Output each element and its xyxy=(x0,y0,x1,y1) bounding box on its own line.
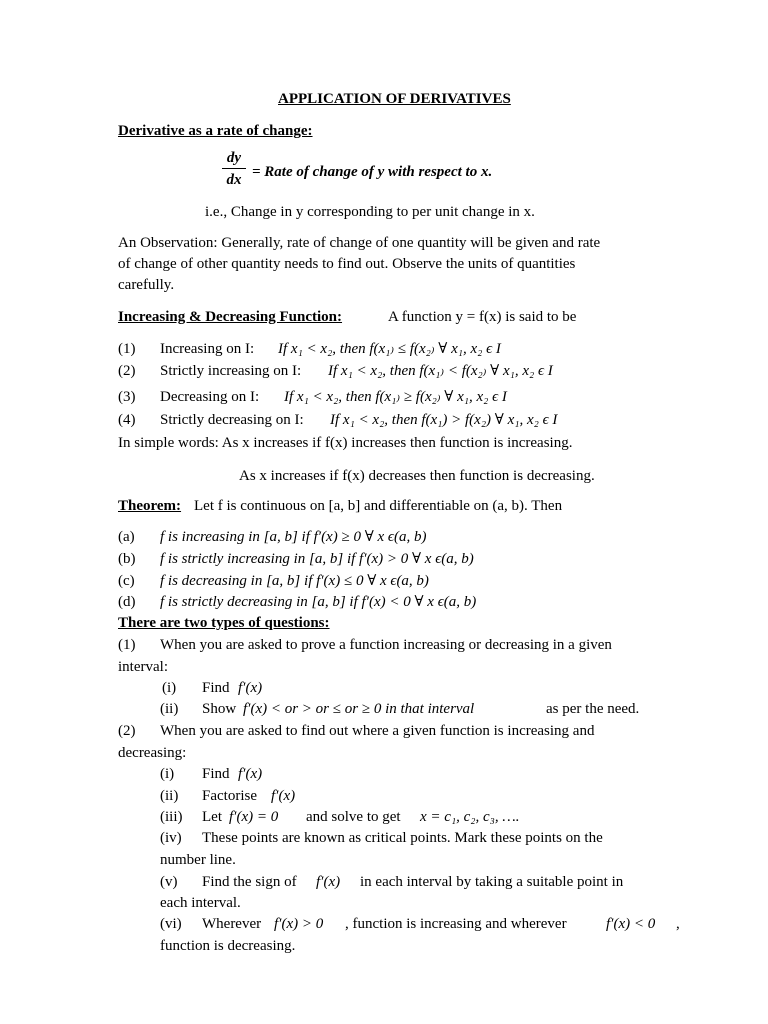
q2-step-vi-cont: function is decreasing. xyxy=(160,938,296,954)
fraction-numerator: dy xyxy=(226,150,242,166)
q2-step-vi-pre: Wherever xyxy=(202,916,262,932)
theorem-num-b: (b) xyxy=(118,551,136,567)
incdec-label-1: Increasing on I: xyxy=(160,341,255,357)
page-title: APPLICATION OF DERIVATIVES xyxy=(278,91,511,107)
q2-step-vi-math: f′(x) > 0 xyxy=(274,916,324,932)
q2-step-iii-pre: Let xyxy=(202,809,222,825)
incdec-label-2: Strictly increasing on I: xyxy=(160,363,302,379)
q1-step-ii-post: as per the need. xyxy=(546,701,640,717)
rate-ie: i.e., Change in y corresponding to per unit change in x. xyxy=(205,204,535,220)
theorem-math-b: f is strictly increasing in [a, b] if f′(x) > 0 ∀ x ϵ(a, b) xyxy=(160,551,474,567)
q1-step-ii-num: (ii) xyxy=(160,701,179,717)
q2-step-v-cont: each interval. xyxy=(160,895,241,911)
theorem-text: Let f is continuous on [a, b] and differentiable on (a, b). Then xyxy=(194,498,563,514)
incdec-num-3: (3) xyxy=(118,389,136,405)
theorem-num-c: (c) xyxy=(118,573,135,589)
theorem-math-d: f is strictly decreasing in [a, b] if f′(x) < 0 ∀ x ϵ(a, b) xyxy=(160,594,477,610)
theorem-heading: Theorem: xyxy=(118,498,182,514)
q1-step-i-pre: Find xyxy=(202,680,230,696)
q2-step-iii-math: f′(x) = 0 xyxy=(229,809,279,825)
q2-step-ii-pre: Factorise xyxy=(202,788,257,804)
q2-step-ii-math: f′(x) xyxy=(271,788,296,804)
dy-dx-fraction xyxy=(222,149,246,189)
q2-step-vi-post: , xyxy=(676,916,680,932)
q2-num: (2) xyxy=(118,723,136,739)
q1-step-ii-math: f′(x) < or > or ≤ or ≥ 0 in that interval xyxy=(243,701,475,717)
simple-words-2: As x increases if f(x) decreases then function is decreasing. xyxy=(239,468,595,484)
q2-step-vi-math2: f′(x) < 0 xyxy=(606,916,656,932)
incdec-num-1: (1) xyxy=(118,341,136,357)
q1-step-ii-pre: Show xyxy=(202,701,237,717)
q2-step-iv-cont: number line. xyxy=(160,852,236,868)
fraction-bar xyxy=(222,168,246,169)
incdec-math-1: If x₁ < x₂, then f(x₁₎ ≤ f(x₂₎ ∀ x₁, x₂ ϵ I xyxy=(278,341,501,357)
incdec-heading: Increasing & Decreasing Function: xyxy=(118,309,343,325)
q2-step-iv-text: These points are known as critical points. Mark these points on the xyxy=(202,830,603,846)
q2-step-iii-math2: x = c₁, c₂, c₃, …. xyxy=(420,809,520,825)
theorem-math-c: f is decreasing in [a, b] if f′(x) ≤ 0 ∀ x ϵ(a, b) xyxy=(160,573,429,589)
incdec-math-4: If x₁ < x₂, then f(x₁) > f(x₂) ∀ x₁, x₂ ϵ I xyxy=(330,412,558,428)
incdec-label-4: Strictly decreasing on I: xyxy=(160,412,304,428)
q2-step-vi-mid: , function is increasing and wherever xyxy=(345,916,567,932)
theorem-math-a: f is increasing in [a, b] if f′(x) ≥ 0 ∀ x ϵ(a, b) xyxy=(160,529,427,545)
incdec-math-2: If x₁ < x₂, then f(x₁₎ < f(x₂₎ ∀ x₁, x₂ ϵ I xyxy=(328,363,553,379)
incdec-num-4: (4) xyxy=(118,412,136,428)
q1-text: When you are asked to prove a function increasing or decreasing in a given xyxy=(160,637,612,653)
incdec-math-3: If x₁ < x₂, then f(x₁₎ ≥ f(x₂₎ ∀ x₁, x₂ ϵ I xyxy=(284,389,507,405)
q2-step-iv-num: (iv) xyxy=(160,830,182,846)
q2-step-vi-num: (vi) xyxy=(160,916,182,932)
incdec-num-2: (2) xyxy=(118,363,136,379)
q2-step-iii-post: and solve to get xyxy=(306,809,401,825)
observation-line-2: of change of other quantity needs to find out. Observe the units of quantities xyxy=(118,256,576,272)
rate-heading: Derivative as a rate of change: xyxy=(118,123,313,139)
q2-step-i-math: f′(x) xyxy=(238,766,263,782)
q2-step-iii-num: (iii) xyxy=(160,809,183,825)
incdec-label-3: Decreasing on I: xyxy=(160,389,260,405)
q1-num: (1) xyxy=(118,637,136,653)
q1-cont: interval: xyxy=(118,659,168,675)
theorem-num-d: (d) xyxy=(118,594,136,610)
q2-step-v-pre: Find the sign of xyxy=(202,874,297,890)
q1-step-i-math: f′(x) xyxy=(238,680,263,696)
observation-line-3: carefully. xyxy=(118,277,175,293)
rate-formula: = Rate of change of y with respect to x. xyxy=(252,164,493,180)
simple-words-1: In simple words: As x increases if f(x) increases then function is increasing. xyxy=(118,435,573,451)
q2-step-v-math: f′(x) xyxy=(316,874,341,890)
q2-step-i-num: (i) xyxy=(160,766,175,782)
q2-step-ii-num: (ii) xyxy=(160,788,179,804)
q2-cont: decreasing: xyxy=(118,745,187,761)
q2-text: When you are asked to find out where a given function is increasing and xyxy=(160,723,595,739)
types-heading: There are two types of questions: xyxy=(118,615,330,631)
fraction-denominator: dx xyxy=(226,172,242,188)
q2-step-v-post: in each interval by taking a suitable point in xyxy=(360,874,624,890)
q2-step-v-num: (v) xyxy=(160,874,178,890)
q2-step-i-pre: Find xyxy=(202,766,230,782)
q1-step-i-num: (i) xyxy=(162,680,177,696)
theorem-num-a: (a) xyxy=(118,529,135,545)
incdec-intro: A function y = f(x) is said to be xyxy=(388,309,577,325)
observation-line-1: An Observation: Generally, rate of change of one quantity will be given and rate xyxy=(118,235,601,251)
